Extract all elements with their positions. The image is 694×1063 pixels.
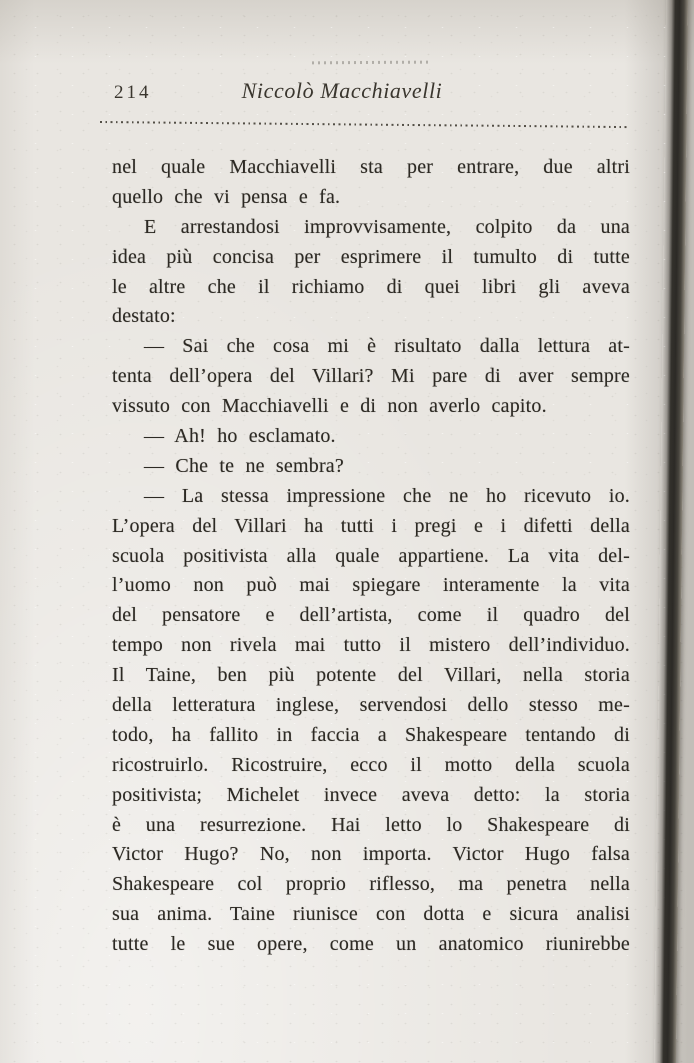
binding-edge-shadow (654, 0, 688, 1063)
text-line: destato: (112, 305, 176, 328)
text-line: vissuto con Macchiavelli e di non averlo capito. (112, 395, 547, 418)
text-line: — Sai che cosa mi è risultato dalla lettura at- (144, 335, 630, 358)
text-line: scuola positivista alla quale appartiene. La vita del- (112, 544, 630, 567)
header-dotted-rule (100, 121, 630, 128)
text-line: ricostruirlo. Ricostruire, ecco il motto della scuola (112, 753, 630, 776)
text-line: quello che vi pensa e fa. (112, 185, 341, 208)
text-line: todo, ha fallito in faccia a Shakespeare tentando di (112, 723, 630, 746)
text-line: sua anima. Taine riunisce con dotta e sicura analisi (112, 903, 630, 926)
page-number: 214 (114, 82, 152, 103)
running-title: Niccolò Macchiavelli (241, 78, 443, 103)
text-line: tenta dell’opera del Villari? Mi pare di aver sempre (112, 365, 630, 388)
text-line: E arrestandosi improvvisamente, colpito da una (144, 215, 630, 238)
text-line: tempo non rivela mai tutto il mistero dell’individuo. (112, 634, 630, 657)
text-line: è una resurrezione. Hai letto lo Shakespeare di (112, 813, 630, 836)
text-line: L’opera del Villari ha tutti i pregi e i difetti della (112, 514, 630, 537)
text-line: — La stessa impressione che ne ho ricevuto io. (144, 484, 630, 507)
text-line: — Ah! ho esclamato. (144, 425, 336, 448)
text-line: l’uomo non può mai spiegare interamente la vita (112, 574, 630, 597)
text-line: Victor Hugo? No, non importa. Victor Hugo falsa (112, 843, 630, 866)
text-line: idea più concisa per esprimere il tumulto di tutte (112, 245, 630, 268)
text-line: — Che te ne sembra? (144, 454, 344, 477)
text-line: del pensatore e dell’artista, come il quadro del (112, 604, 630, 627)
text-block (112, 153, 630, 960)
text-line: della letteratura inglese, servendosi dello stesso me- (112, 694, 630, 717)
text-line: nel quale Macchiavelli sta per entrare, due altri (112, 156, 630, 178)
text-line: le altre che il richiamo di quei libri gli aveva (112, 275, 630, 298)
text-line: positivista; Michelet invece aveva detto: la storia (112, 783, 630, 806)
show-through-dots (312, 61, 432, 65)
text-line: Shakespeare col proprio riflesso, ma penetra nella (112, 873, 630, 896)
text-line: tutte le sue opere, come un anatomico riunirebbe (112, 933, 630, 956)
text-line: Il Taine, ben più potente del Villari, nella storia (112, 664, 630, 687)
